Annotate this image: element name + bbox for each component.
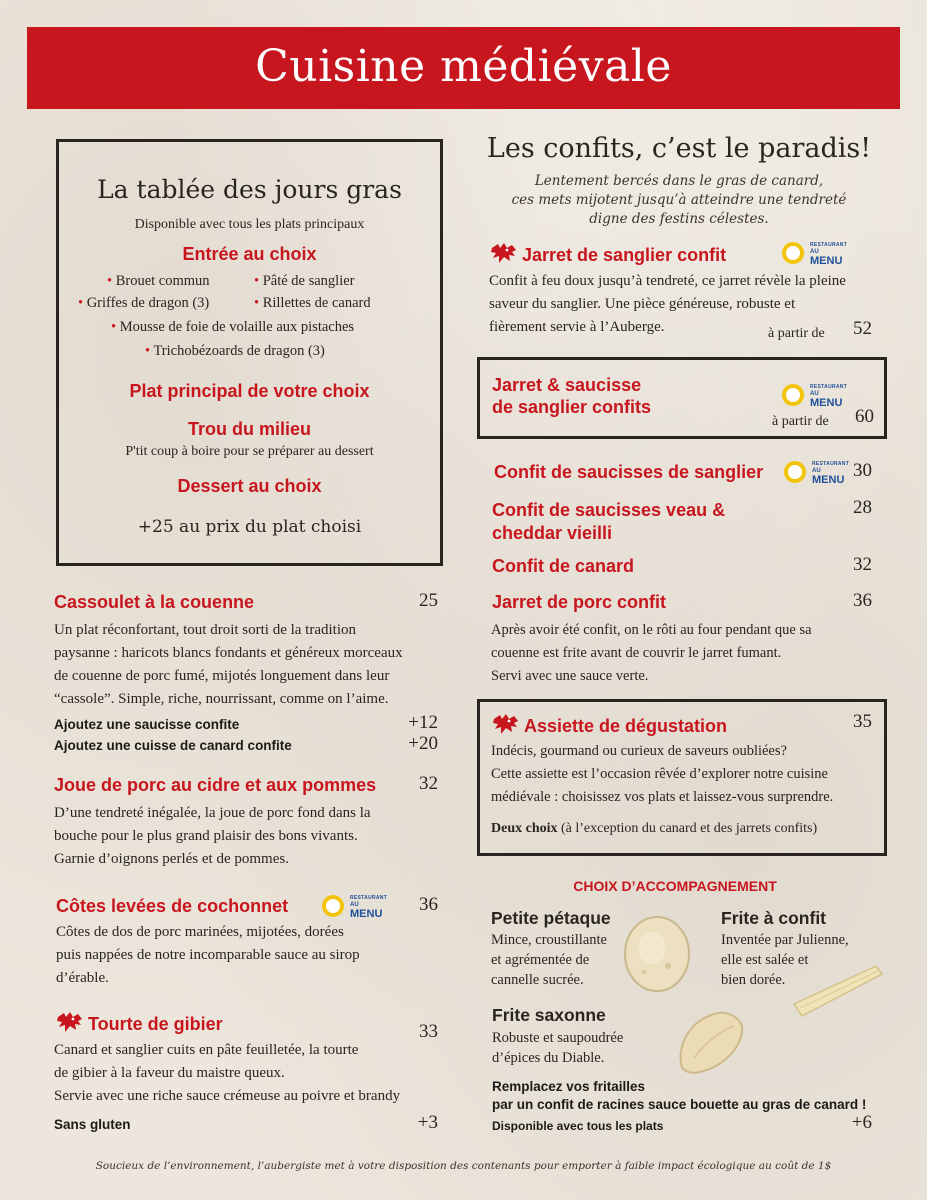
item-name-saucisses-sanglier: Confit de saucisses de sanglier <box>494 462 764 482</box>
item-description: Confit à feu doux jusqu’à tendreté, ce jarret révèle la pleine saveur du sanglier. Une pièce généreuse, robuste et fièrement servie à l’Auberge. <box>489 273 846 335</box>
item-name-jarret-sanglier: Jarret de sanglier confit <box>490 242 726 266</box>
item-price-canard: 32 <box>853 554 872 575</box>
trou-heading: Trou du milieu <box>187 419 311 439</box>
restaurant-au-menu-logo: RESTAURANT AU MENU <box>782 382 840 414</box>
item-price-saucisses-veau: 28 <box>853 497 872 518</box>
page-title: Cuisine médiévale <box>255 41 672 92</box>
petaque-name: Petite pétaque <box>491 908 611 928</box>
item-name-cassoulet: Cassoulet à la couenne <box>54 592 255 612</box>
restaurant-au-menu-logo: RESTAURANT AU MENU <box>782 240 840 272</box>
addon-label: Ajoutez une cuisse de canard confite <box>54 738 292 753</box>
potato-wedge-image <box>674 1008 746 1074</box>
item-name-jarret-saucisse: Jarret & saucisse de sanglier confits <box>492 375 652 417</box>
addon-label: Sans gluten <box>54 1117 131 1132</box>
item-price-jarret-saucisse: 60 <box>855 406 874 427</box>
item-price-jarret-sanglier: 52 <box>853 318 872 339</box>
confits-intro: Lentement bercés dans le gras de canard, ces mets mijotent jusqu’à atteindre une tendreté digne des festins célestes. <box>511 173 847 227</box>
restaurant-au-menu-logo: RESTAURANT AU MENU <box>784 459 842 491</box>
accompagnement-heading: CHOIX D’ACCOMPAGNEMENT <box>573 878 777 894</box>
footer-note: Soucieux de l’environnement, l’aubergiste met à votre disposition des contenants pour emporter à faible impact écologique au coût de 1$ <box>95 1160 832 1172</box>
addon-price: +20 <box>408 733 438 754</box>
item-price-jarret-porc: 36 <box>853 590 872 611</box>
item-description: Canard et sanglier cuits en pâte feuilletée, la tourte de gibier à la faveur du maistre queux. Servie avec une riche sauce crémeuse au poivre et brandy <box>54 1042 401 1104</box>
entree-item: • Rillettes de canard <box>254 292 371 315</box>
tablee-price-note: +25 au prix du plat choisi <box>137 517 362 537</box>
item-name-canard: Confit de canard <box>492 556 635 576</box>
frite-confit-description: Inventée par Julienne, elle est salée et bien dorée. <box>721 932 849 988</box>
entree-item: • Griffes de dragon (3) <box>78 292 209 315</box>
item-price-degustation: 35 <box>853 711 872 732</box>
entree-item: • Pâté de sanglier <box>254 270 355 293</box>
plat-heading: Plat principal de votre choix <box>129 381 370 401</box>
item-price-saucisses-sanglier: 30 <box>853 460 872 481</box>
dragon-crest-icon <box>492 713 520 735</box>
frite-confit-name: Frite à confit <box>721 908 827 928</box>
logo-ring-icon <box>782 384 804 406</box>
confits-title: Les confits, c’est le paradis! <box>486 133 872 164</box>
item-price-cassoulet: 25 <box>419 590 438 611</box>
petaque-description: Mince, croustillante et agrémentée de cannelle sucrée. <box>491 932 607 988</box>
logo-ring-icon <box>322 895 344 917</box>
restaurant-au-menu-logo: RESTAURANT AU MENU <box>322 893 380 925</box>
entree-item: • Brouet commun <box>107 270 210 293</box>
deux-choix-note: Deux choix (à l’exception du canard et des jarrets confits) <box>491 821 818 836</box>
potato-chip-image <box>622 914 692 994</box>
addon-price: +12 <box>408 712 438 733</box>
dragon-crest-icon <box>56 1011 84 1033</box>
tablee-subtitle: Disponible avec tous les plats principaux <box>134 217 365 232</box>
item-name-joue: Joue de porc au cidre et aux pommes <box>54 775 377 795</box>
logo-ring-icon <box>784 461 806 483</box>
addon-label: Ajoutez une saucisse confite <box>54 717 240 732</box>
item-name-jarret-porc: Jarret de porc confit <box>492 592 667 612</box>
available-note: Disponible avec tous les plats <box>492 1119 664 1133</box>
item-price-tourte: 33 <box>419 1021 438 1042</box>
available-price: +6 <box>851 1112 872 1133</box>
price-prefix: à partir de <box>772 414 829 429</box>
title-banner <box>27 27 900 109</box>
item-description: Indécis, gourmand ou curieux de saveurs oubliées? Cette assiette est l’occasion rêvée d’explorer notre cuisine médiévale : choisissez vos plats et laissez-vous surprendre. <box>491 743 834 805</box>
item-description: Côtes de dos de porc marinées, mijotées, dorées puis nappées de notre incomparable sauce au sirop d’érable. <box>56 924 360 986</box>
item-description: D’une tendreté inégalée, la joue de porc fond dans la bouche pour le plus grand plaisir des bons vivants. Garnie d’oignons perlés et de pommes. <box>54 805 371 867</box>
fry-stick-image <box>790 960 885 1020</box>
item-name-degustation: Assiette de dégustation <box>492 713 727 737</box>
dessert-heading: Dessert au choix <box>177 476 322 496</box>
saxonne-description: Robuste et saupoudrée d’épices du Diable. <box>492 1030 624 1066</box>
tablee-title: La tablée des jours gras <box>97 175 402 204</box>
entree-item: • Trichobézoards de dragon (3) <box>145 340 325 363</box>
saxonne-name: Frite saxonne <box>492 1005 606 1025</box>
item-description: Un plat réconfortant, tout droit sorti de la tradition paysanne : haricots blancs fondants et généreux morceaux de couenne de porc fumé, mijotés longuement dans leur “cassole”. Simple, riche, nourrissant, comme on l’aime. <box>54 622 403 707</box>
replace-note: Remplacez vos fritailles par un confit de racines sauce bouette au gras de canard ! <box>492 1079 867 1112</box>
item-price-joue: 32 <box>419 773 438 794</box>
trou-description: P'tit coup à boire pour se préparer au dessert <box>125 444 374 459</box>
item-name-cotes: Côtes levées de cochonnet <box>56 896 289 916</box>
item-description: Après avoir été confit, on le rôti au four pendant que sa couenne est frite avant de couvrir le jarret fumant. Servi avec une sauce verte. <box>491 622 812 684</box>
dragon-crest-icon <box>490 242 518 264</box>
addon-price: +3 <box>417 1112 438 1133</box>
item-name-saucisses-veau: Confit de saucisses veau & cheddar vieilli <box>492 500 726 543</box>
item-name-tourte: Tourte de gibier <box>56 1011 223 1035</box>
entree-heading: Entrée au choix <box>182 244 317 264</box>
logo-ring-icon <box>782 242 804 264</box>
price-prefix: à partir de <box>768 326 825 341</box>
entree-item: • Mousse de foie de volaille aux pistaches <box>111 316 354 339</box>
item-price-cotes: 36 <box>419 894 438 915</box>
